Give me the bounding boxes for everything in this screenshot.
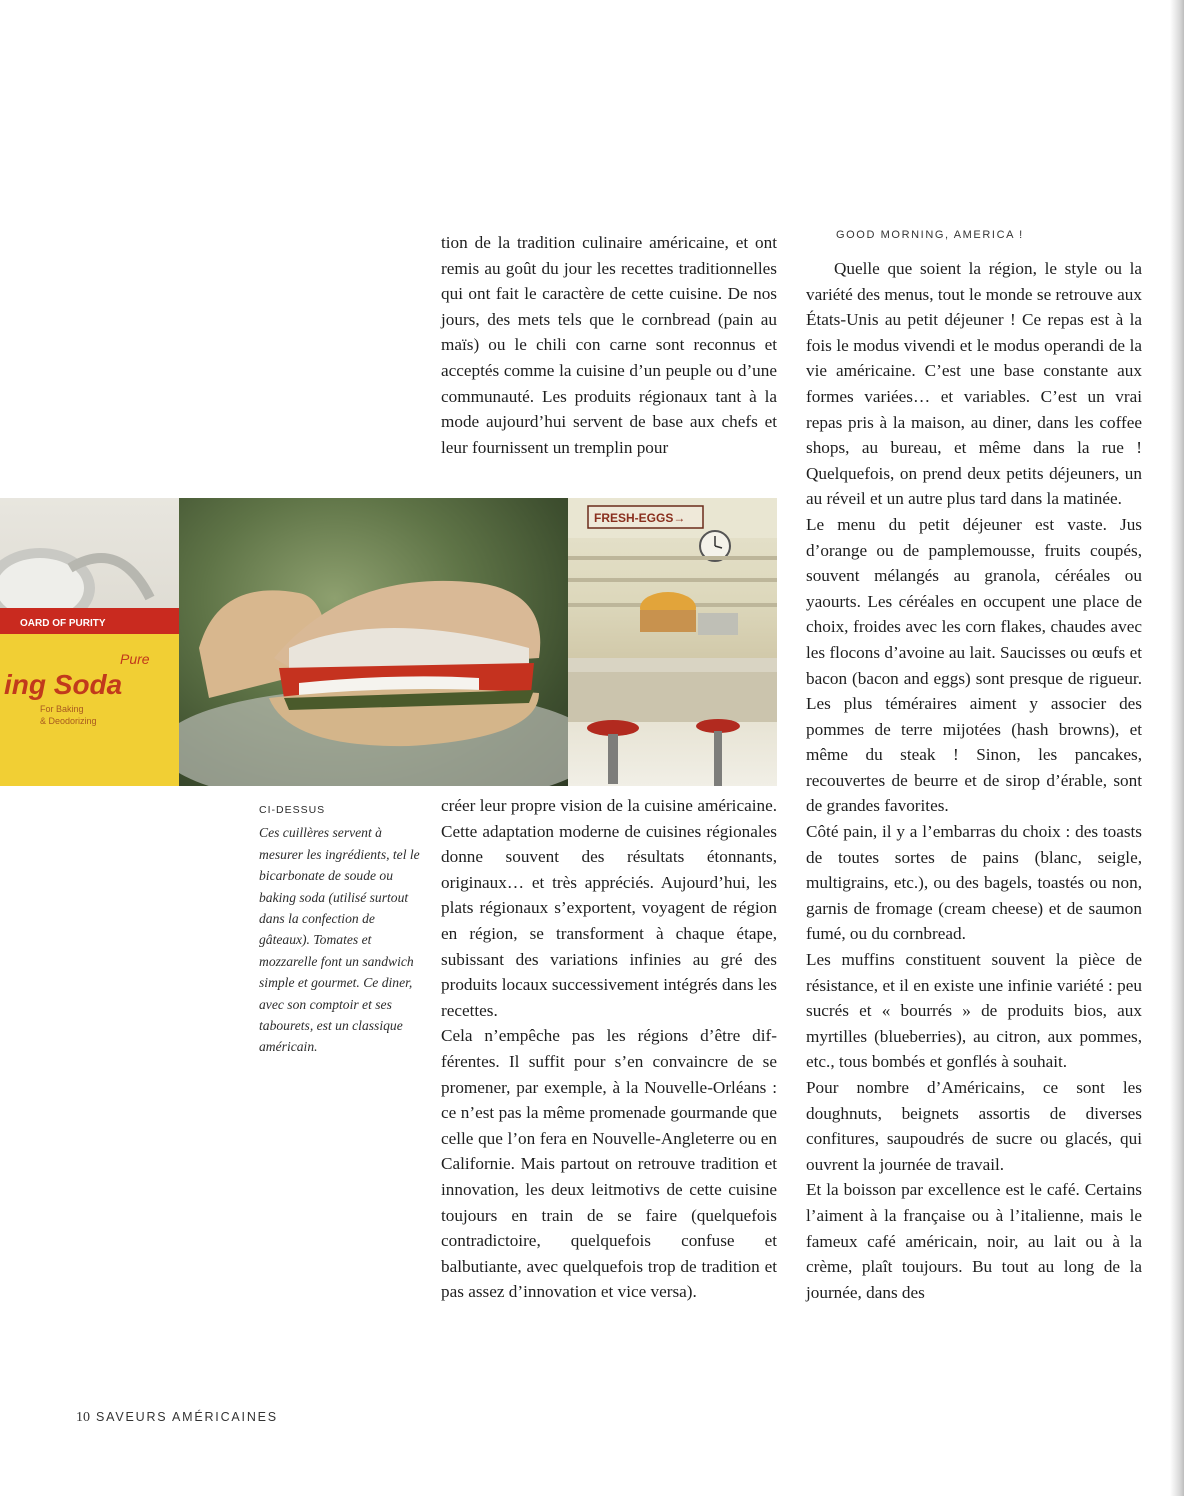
photo-caption (259, 800, 429, 1058)
soda-box-text: OARD OF PURITY (20, 618, 106, 629)
paragraph: Pour nombre d’Américains, ce sont les doughnuts, beignets assortis de diverses confitures, saupoudrés de sucre ou glacés, qui ouvrent la journée de travail. (806, 1078, 1142, 1174)
page-footer (76, 1410, 278, 1426)
section-heading: GOOD MORNING, AMERICA ! (836, 229, 1024, 241)
paragraph: créer leur propre vision de la cuisine américaine. Cette adaptation moderne de cuisines régionales donne souvent des résultats étonnants, originaux… et très appréciés. Aujourd’hui, les plats régionaux s’exportent, voyagent de région en région, se transforment à chaque étape, subissant des variations infinies au gré des produits locaux successivement intégrés dans les recettes. (441, 796, 777, 1020)
caption-text: Ces cuillères servent à mesurer les ingrédients, tel le bicarbonate de soude ou baking soda (utilisé surtout dans la confection de gâteaux). Tomates et mozzarelle font un sandwich simple et gourmet. Ce diner, avec son comptoir et ses tabourets, est un classique américain. (259, 825, 420, 1055)
page-number: 10 (76, 1410, 90, 1425)
paragraph: Côté pain, il y a l’embarras du choix : des toasts de toutes sortes de pains (blanc, seigle, multigrains, etc.), ou des bagels, toastés ou non, garnis de fromage (cream cheese) et de saumon fumé, ou du cornbread. (806, 822, 1142, 944)
sandwich-photo (179, 498, 568, 786)
paragraph: Cela n’empêche pas les régions d’être différentes. Il suffit pour s’en convaincre de se promener, par exemple, à la Nouvelle-Orléans : ce n’est pas la même promenade gourmande que celle que l’on fera en Nouvelle-Angleterre ou en Californie. Mais partout on retrouve tradition et innovation, les deux leitmotivs de cette cuisine toujours en train de se faire (quelquefois contradictoire, quelquefois confuse et balbutiante, avec quelquefois trop de tradition et pas assez d’innovation et vice versa). (441, 1026, 777, 1302)
paragraph: Et la boisson par excellence est le café. Certains l’aiment à la française ou à l’italienne, mais le fameux café américain, noir, au lait ou à la crème, plaît toujours. Bu tout au long de la journée, dans des (806, 1180, 1142, 1302)
paragraph: Les muffins constituent souvent la pièce de résistance, et il en existe une infinie variété : peu sucrés et « bourrés » de produits bios, aux myrtilles (blueberries), au citron, aux pommes, etc., tous bombés et gonflés à souhait. (806, 950, 1142, 1072)
column-middle-top (441, 230, 777, 460)
soda-box-text: & Deodorizing (40, 716, 97, 726)
page-edge-shadow (1170, 0, 1184, 1496)
diner-photo (568, 498, 777, 786)
diner-sign-text: FRESH-EGGS→ (594, 511, 686, 525)
paragraph: Le menu du petit déjeuner est vaste. Jus d’orange ou de pamplemousse, fruits coupés, souvent mélangés au granola, céréales ou yaourts. Les céréales en occupent une place de choix, froides avec les corn flakes, chaudes avec les flocons d’avoine au lait. Saucisses ou œufs et bacon (bacon and eggs) sont presque de rigueur. Les plus téméraires aiment y associer des pommes de terre mijotées (hash browns), et même du steak ! Sinon, les pancakes, recouvertes de beurre et de sirop d’érable, sont de grandes favorites. (806, 514, 1142, 816)
soda-box-text: For Baking (40, 704, 84, 714)
book-title: SAVEURS AMÉRICAINES (96, 1410, 278, 1424)
column-right (806, 256, 1142, 1305)
soda-box-text: Pure (120, 651, 150, 667)
soda-box-text: ing Soda (4, 669, 123, 700)
column-middle-bottom (441, 793, 777, 1305)
caption-label: CI-DESSUS (259, 804, 326, 816)
paragraph: Quelle que soient la région, le style ou la variété des menus, tout le monde se retrouve aux États-Unis au petit déjeuner ! Ce repas est à la fois le modus vivendi et le modus operandi de la vie américaine. C’est une base constante aux formes variées… et variables. C’est un vrai repas pris à la maison, au diner, dans les coffee shops, au bureau, et même dans la rue ! Quelquefois, on prend deux petits déjeuners, un au réveil et un autre plus tard dans la matinée. (806, 259, 1142, 509)
paragraph: tion de la tradition culinaire américaine, et ont remis au goût du jour les recettes traditionnelles qui ont fait le caractère de cette cuisine. De nos jours, des mets tels que le cornbread (pain au maïs) ou le chili con carne sont reconnus et acceptés comme la cuisine d’un peuple ou d’une communauté. Les produits régionaux tant à la mode aujourd’hui servent de base aux chefs et leur fournissent un tremplin pour (441, 233, 777, 457)
baking-soda-photo (0, 498, 179, 786)
